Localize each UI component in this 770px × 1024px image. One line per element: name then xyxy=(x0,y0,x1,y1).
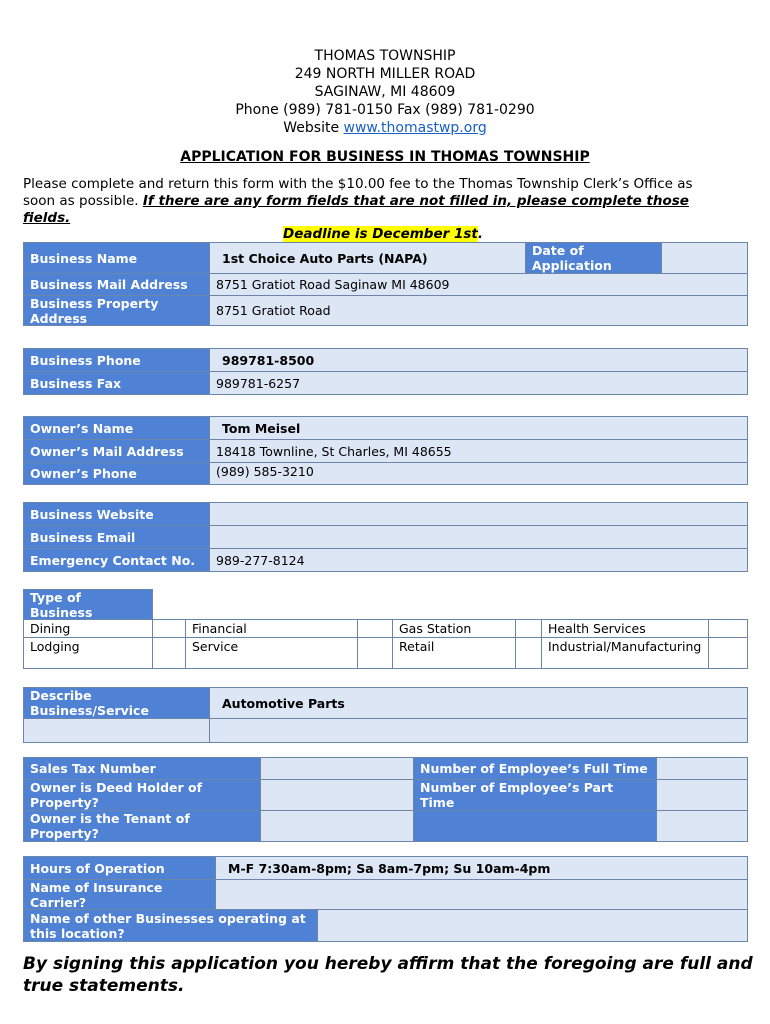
deed-holder-label: Owner is Deed Holder of Property? xyxy=(23,779,261,811)
instructions-emphasis: If there are any form fields that are not filled in, please complete those fields. xyxy=(23,193,689,226)
type-health-services-label: Health Services xyxy=(541,619,709,638)
business-phone-label: Business Phone xyxy=(23,348,210,372)
tenant-field[interactable] xyxy=(260,810,414,842)
deadline-period: . xyxy=(477,226,484,242)
employees-full-time-field[interactable] xyxy=(656,757,748,780)
township-street: 249 NORTH MILLER ROAD xyxy=(294,66,476,82)
describe-extra-left[interactable] xyxy=(23,718,210,743)
business-property-field[interactable]: 8751 Gratiot Road xyxy=(209,295,748,326)
describe-business-field[interactable]: Automotive Parts xyxy=(209,687,748,719)
business-fax-label: Business Fax xyxy=(23,371,210,395)
business-fax-field[interactable]: 989781-6257 xyxy=(209,371,748,395)
business-mail-field[interactable]: 8751 Gratiot Road Saginaw MI 48609 xyxy=(209,273,748,296)
business-phone-field[interactable]: 989781-8500 xyxy=(209,348,748,372)
website-link[interactable]: www.thomastwp.org xyxy=(343,120,487,136)
type-gas-station-checkbox[interactable] xyxy=(515,619,542,638)
tenant-label: Owner is the Tenant of Property? xyxy=(23,810,261,842)
tenant-spacer-label xyxy=(413,810,657,842)
owner-mail-label: Owner’s Mail Address xyxy=(23,439,210,463)
instructions xyxy=(23,176,723,227)
describe-extra-right[interactable] xyxy=(209,718,748,743)
type-lodging-checkbox[interactable] xyxy=(152,637,186,669)
describe-business-label: Describe Business/Service xyxy=(23,687,210,719)
owner-phone-label: Owner’s Phone xyxy=(23,462,210,485)
form-title: APPLICATION FOR BUSINESS IN THOMAS TOWNSHIP xyxy=(180,149,590,165)
business-website-field[interactable] xyxy=(209,502,748,526)
business-email-label: Business Email xyxy=(23,525,210,549)
sales-tax-label: Sales Tax Number xyxy=(23,757,261,780)
type-gas-station-label: Gas Station xyxy=(392,619,516,638)
type-lodging-label: Lodging xyxy=(23,637,153,669)
township-name: THOMAS TOWNSHIP xyxy=(314,48,456,64)
type-health-services-checkbox[interactable] xyxy=(708,619,748,638)
business-email-field[interactable] xyxy=(209,525,748,549)
township-website-line xyxy=(0,119,770,137)
emergency-contact-field[interactable]: 989-277-8124 xyxy=(209,548,748,572)
type-service-checkbox[interactable] xyxy=(357,637,393,669)
owner-name-field[interactable]: Tom Meisel xyxy=(209,416,748,440)
township-phone-fax: Phone (989) 781-0150 Fax (989) 781-0290 xyxy=(235,102,535,118)
type-industrial-label: Industrial/Manufacturing xyxy=(541,637,709,669)
website-label: Website xyxy=(283,120,344,136)
tenant-spacer-field[interactable] xyxy=(656,810,748,842)
date-of-application-label: Date of Application xyxy=(525,242,662,274)
hours-field[interactable]: M-F 7:30am-8pm; Sa 8am-7pm; Su 10am-4pm xyxy=(215,856,748,880)
owner-name-label: Owner’s Name xyxy=(23,416,210,440)
type-retail-checkbox[interactable] xyxy=(515,637,542,669)
deed-holder-field[interactable] xyxy=(260,779,414,811)
sales-tax-field[interactable] xyxy=(260,757,414,780)
signature-statement: By signing this application you hereby affirm that the foregoing are full and true statements. xyxy=(23,954,753,996)
employees-full-time-label: Number of Employee’s Full Time xyxy=(413,757,657,780)
deadline-notice xyxy=(283,226,483,242)
township-city: SAGINAW, MI 48609 xyxy=(314,84,456,100)
employees-part-time-label: Number of Employee’s Part Time xyxy=(413,779,657,811)
business-name-label: Business Name xyxy=(23,242,210,274)
owner-phone-field[interactable]: (989) 585-3210 xyxy=(209,462,748,485)
type-dining-checkbox[interactable] xyxy=(152,619,186,638)
instructions-text: Please complete and return this form with the $10.00 fee to the Thomas Township Clerk’s Office as soon as possible. xyxy=(23,176,693,209)
emergency-contact-label: Emergency Contact No. xyxy=(23,548,210,572)
business-mail-label: Business Mail Address xyxy=(23,273,210,296)
insurance-carrier-label: Name of Insurance Carrier? xyxy=(23,879,216,910)
hours-label: Hours of Operation xyxy=(23,856,216,880)
other-businesses-label: Name of other Businesses operating at this location? xyxy=(23,909,318,942)
business-property-label: Business Property Address xyxy=(23,295,210,326)
date-of-application-field[interactable] xyxy=(661,242,748,274)
type-retail-label: Retail xyxy=(392,637,516,669)
type-of-business-label: Type of Business xyxy=(23,589,153,620)
type-dining-label: Dining xyxy=(23,619,153,638)
business-name-field[interactable]: 1st Choice Auto Parts (NAPA) xyxy=(209,242,526,274)
owner-mail-field[interactable]: 18418 Townline, St Charles, MI 48655 xyxy=(209,439,748,463)
type-service-label: Service xyxy=(185,637,358,669)
deadline-text: Deadline is December 1st xyxy=(283,226,478,242)
employees-part-time-field[interactable] xyxy=(656,779,748,811)
other-businesses-field[interactable] xyxy=(317,909,748,942)
insurance-carrier-field[interactable] xyxy=(215,879,748,910)
business-website-label: Business Website xyxy=(23,502,210,526)
type-financial-checkbox[interactable] xyxy=(357,619,393,638)
type-industrial-checkbox[interactable] xyxy=(708,637,748,669)
type-financial-label: Financial xyxy=(185,619,358,638)
